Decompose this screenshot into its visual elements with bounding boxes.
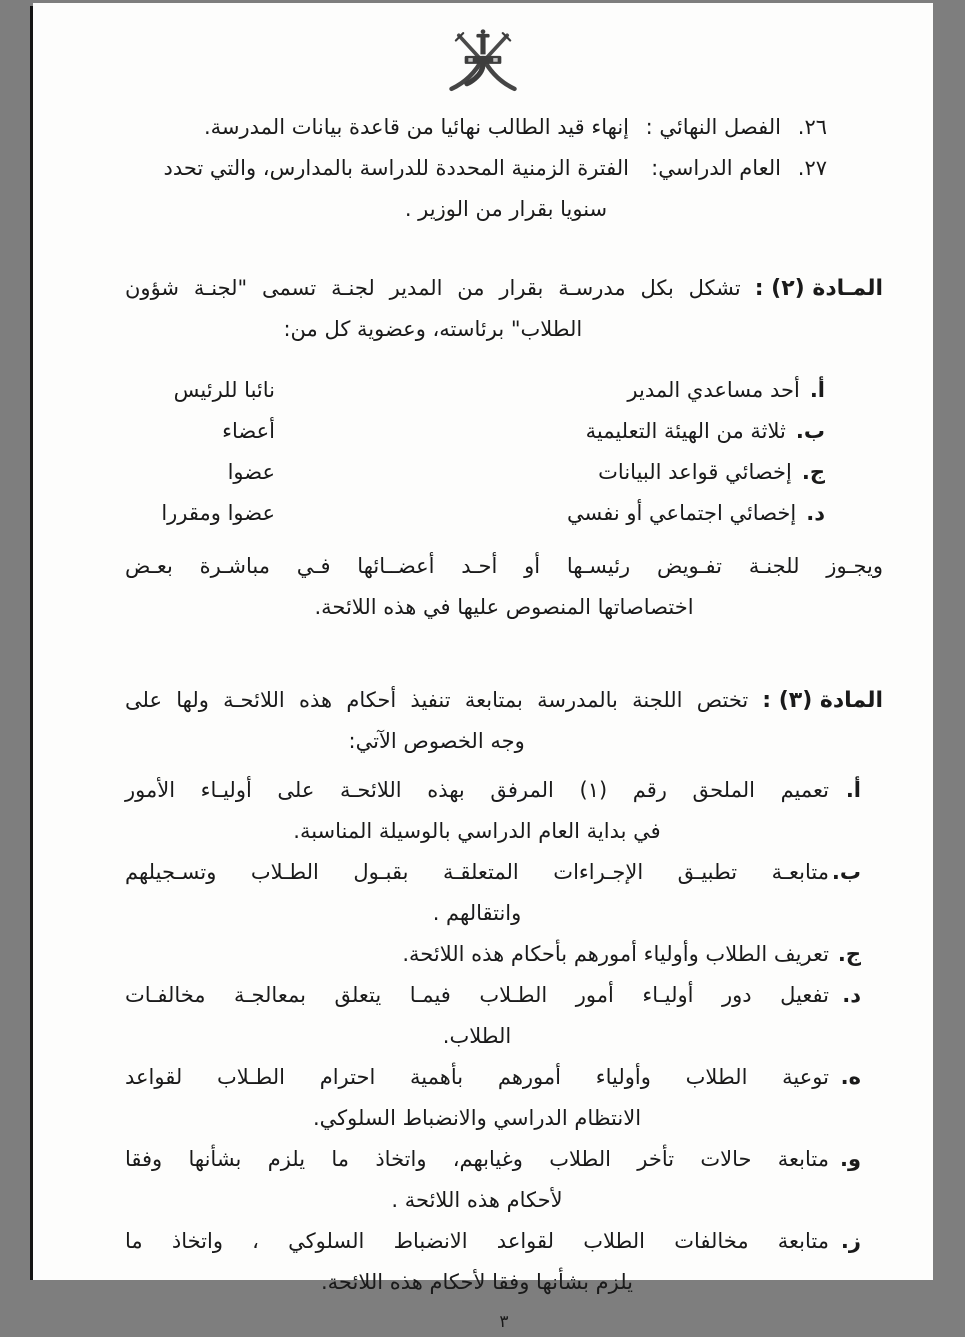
member-row-d	[125, 493, 825, 534]
member-role: عضوا ومقررا	[161, 501, 275, 525]
item-marker: ز.	[840, 1229, 861, 1253]
definition-term: الفصل النهائي :	[645, 115, 781, 139]
item-line-2: لأحكام هذه اللائحة .	[391, 1188, 563, 1212]
item-b	[125, 852, 861, 934]
item-line-2: وانتقالهم .	[432, 901, 522, 925]
item-f	[125, 1139, 861, 1221]
committee-members-list	[125, 370, 883, 534]
document-content	[125, 107, 883, 1337]
article-3-heading	[125, 680, 883, 762]
definition-text: إنهاء قيد الطالب نهائيا من قاعدة بيانات المدرسة.	[203, 115, 629, 139]
member-title: إخصائي اجتماعي أو نفسي	[567, 501, 797, 525]
item-line-1: توعية الطلاب وأولياء أمورهم بأهمية احترام الطـلاب لقواعد	[125, 1065, 829, 1089]
member-marker: د.	[806, 501, 825, 525]
definition-number: ٢٧.	[797, 156, 827, 180]
oman-national-emblem-icon	[439, 25, 527, 97]
article-2-line-2: الطلاب" برئاسته، وعضوية كل من:	[283, 317, 583, 341]
article-2-closing-paragraph	[125, 546, 883, 628]
item-a	[125, 770, 861, 852]
emblem-container	[33, 3, 933, 99]
document-page	[33, 3, 933, 1332]
definitions-list	[125, 107, 883, 230]
item-marker: ب.	[831, 860, 861, 884]
member-row-b	[125, 411, 825, 452]
definition-continuation: سنويا بقرار من الوزير .	[404, 197, 608, 221]
article-2-heading	[125, 268, 883, 350]
member-text	[627, 370, 825, 411]
article-3-items-list	[125, 770, 883, 1303]
item-body	[125, 975, 829, 1057]
item-marker: د.	[842, 983, 861, 1007]
member-text	[598, 452, 825, 493]
page-edge-shadow	[30, 6, 33, 1280]
article-3-line-2: وجه الخصوص الآتي:	[348, 729, 525, 753]
member-marker: أ.	[809, 378, 825, 402]
page-number: ٣	[499, 1312, 509, 1332]
item-g	[125, 1221, 861, 1303]
item-marker: و.	[839, 1147, 861, 1171]
article-2-line-1: تشكل بكل مدرسـة بقرار من المدير لجنـة تسمى "لجنـة شؤون	[125, 276, 741, 300]
member-role: نائبا للرئيس	[173, 378, 275, 402]
item-e	[125, 1057, 861, 1139]
item-body	[125, 770, 829, 852]
item-body	[125, 852, 829, 934]
item-body	[125, 1057, 829, 1139]
member-text	[586, 411, 825, 452]
item-line-2: يلزم بشأنها وفقا لأحكام هذه اللائحة.	[320, 1270, 634, 1294]
item-line-1: تعميم الملحق رقم (١) المرفق بهذه اللائحـة على أوليـاء الأمور	[125, 778, 830, 802]
article-3-line-1: تختص اللجنة بالمدرسة بمتابعة تنفيذ أحكام هذه اللائحـة ولها على	[125, 688, 749, 712]
item-body	[125, 1139, 829, 1221]
definition-term: العام الدراسي:	[651, 156, 781, 180]
definition-row-26	[129, 107, 883, 148]
item-d	[125, 975, 861, 1057]
item-marker: أ.	[845, 778, 861, 802]
item-line-2: في بداية العام الدراسي بالوسيلة المناسبة.	[293, 819, 661, 843]
item-marker: ج.	[837, 942, 861, 966]
article-3-label: المادة (٣) :	[762, 688, 883, 713]
item-marker: ه.	[840, 1065, 861, 1089]
member-row-a	[125, 370, 825, 411]
member-row-c	[125, 452, 825, 493]
item-line-2: الانتظام الدراسي والانضباط السلوكي.	[312, 1106, 642, 1130]
member-role: أعضاء	[222, 419, 275, 443]
article-2-body	[125, 268, 741, 350]
item-line-1: تفعيل دور أوليـاء أمور الطـلاب فيمـا يتعلق بمعالجـة مخالفـات	[125, 983, 829, 1007]
closing-line-1: ويجـوز للجنـة تفـويض رئيسـها أو أحـد أعضــائها فـي مباشـرة بعـض	[125, 554, 883, 578]
item-c	[125, 934, 861, 975]
definition-number: ٢٦.	[797, 115, 827, 139]
member-title: أحد مساعدي المدير	[627, 378, 800, 402]
item-body	[125, 1221, 829, 1303]
member-marker: ج.	[801, 460, 825, 484]
item-line-1: تعريف الطلاب وأولياء أمورهم بأحكام هذه اللائحة.	[402, 942, 829, 966]
closing-line-2: اختصاصاتها المنصوص عليها في هذه اللائحة.	[314, 595, 694, 619]
item-line-1: متابعة مخالفات الطلاب لقواعد الانضباط السلوكي ، واتخاذ ما	[125, 1229, 829, 1253]
item-body	[125, 934, 829, 975]
member-title: ثلاثة من الهيئة التعليمية	[585, 419, 786, 443]
item-line-1: متابعـة تطبيـق الإجـراءات المتعلقـة بقبـول الطـلاب وتسـجيلهم	[125, 860, 829, 884]
member-marker: ب.	[795, 419, 825, 443]
member-text	[567, 493, 825, 534]
item-line-2: الطلاب.	[442, 1024, 512, 1048]
definition-row-27	[129, 148, 883, 189]
item-line-1: متابعة حالات تأخر الطلاب وغيابهم، واتخاذ ما يلزم بشأنها وفقا	[125, 1147, 829, 1171]
member-title: إخصائي قواعد البيانات	[598, 460, 792, 484]
article-2-label: المـادة (٢) :	[754, 276, 883, 301]
member-role: عضوا	[227, 460, 275, 484]
article-3-body	[125, 680, 748, 762]
definition-text: الفترة الزمنية المحددة للدراسة بالمدارس، والتي تحدد	[163, 156, 629, 180]
